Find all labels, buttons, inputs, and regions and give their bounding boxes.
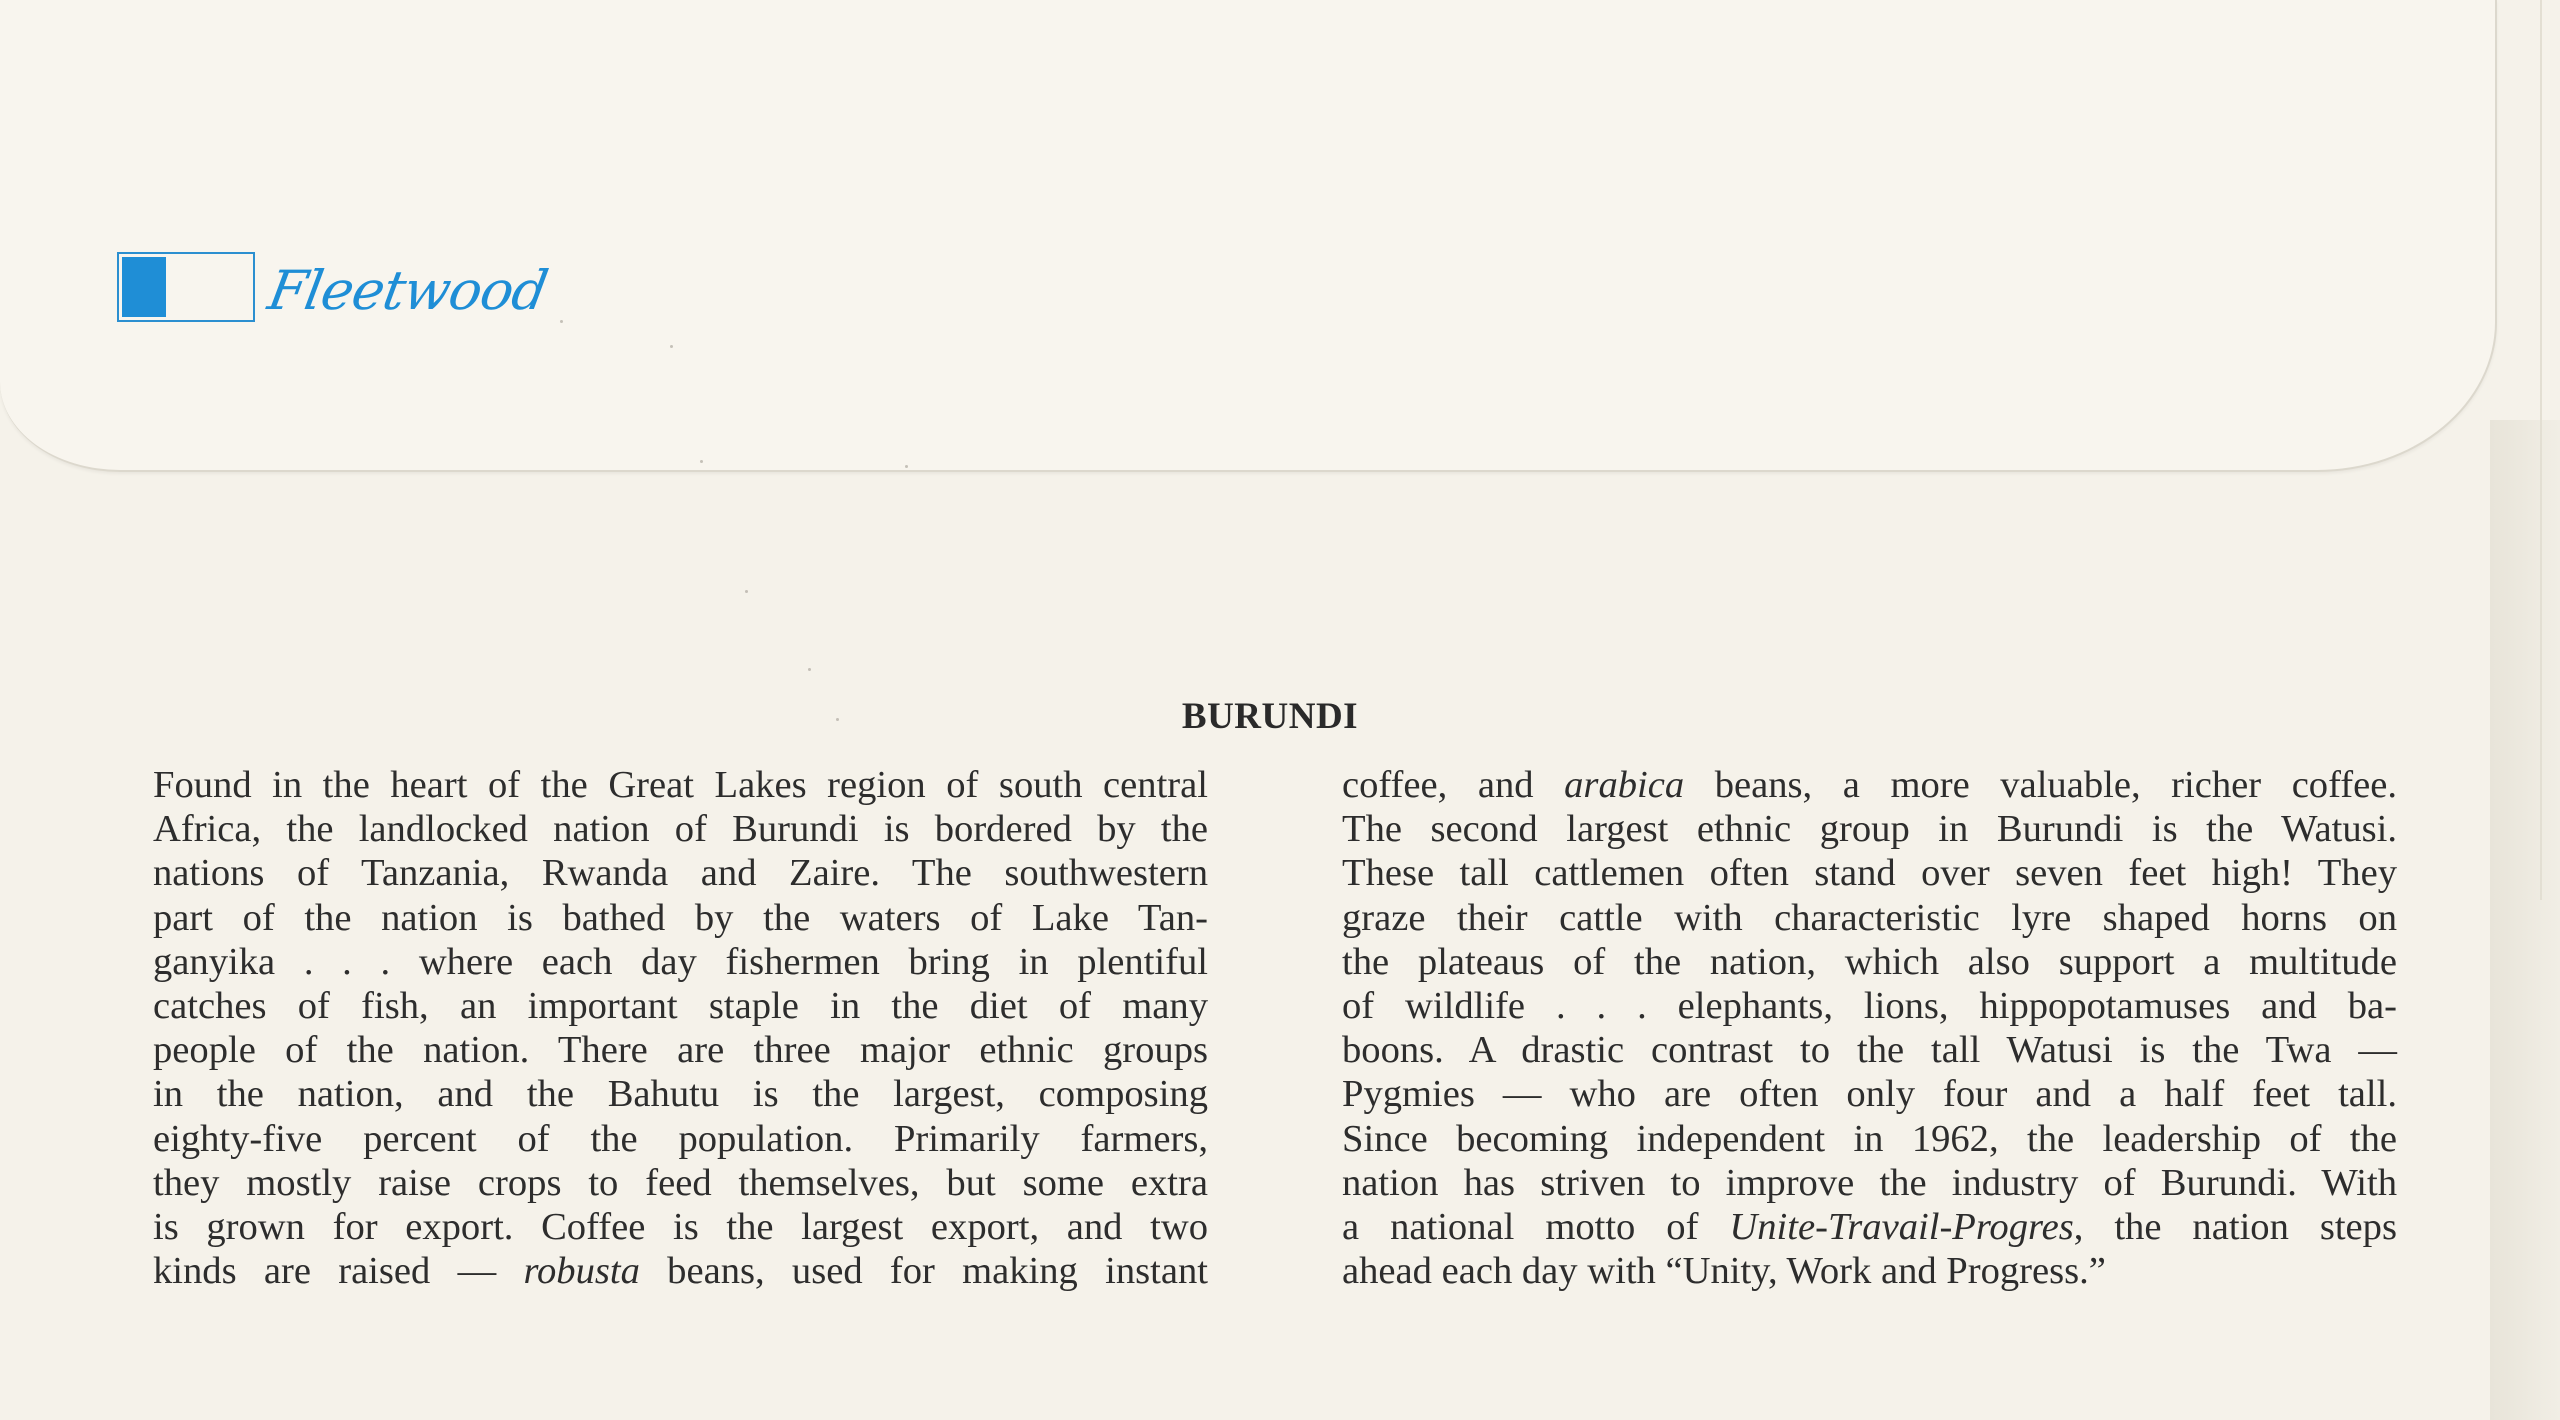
article-line: nation has striven to improve the industry of Burundi. With (1342, 1161, 2397, 1204)
article-line: people of the nation. There are three major ethnic groups (153, 1029, 1208, 1072)
article-line: coffee, and arabica beans, a more valuable, richer coffee. (1342, 764, 2397, 806)
paper-speck (700, 460, 703, 463)
paper-speck (670, 345, 673, 348)
logo-wordmark: Fleetwood (263, 259, 552, 322)
article-line: These tall cattlemen often stand over seven feet high! They (1342, 852, 2397, 895)
article-line: eighty-five percent of the population. Primarily farmers, (153, 1117, 1208, 1160)
article-line: graze their cattle with characteristic lyre shaped horns on (1342, 896, 2397, 939)
article-line: part of the nation is bathed by the waters of Lake Tan- (153, 896, 1208, 939)
article-line: they mostly raise crops to feed themselves, but some extra (153, 1161, 1208, 1204)
article-column-left (153, 763, 1208, 1293)
article-line: nations of Tanzania, Rwanda and Zaire. The southwestern (153, 852, 1208, 895)
paper-speck (560, 320, 563, 323)
article-line: Pygmies — who are often only four and a half feet tall. (1342, 1073, 2397, 1116)
article-line: Africa, the landlocked nation of Burundi is bordered by the (153, 808, 1208, 851)
article-line: a national motto of Unite-Travail-Progres, the nation steps (1342, 1206, 2397, 1249)
article-title (0, 695, 2560, 738)
logo-mark-icon (117, 252, 255, 322)
article-line: The second largest ethnic group in Burundi is the Watusi. (1342, 808, 2397, 851)
fleetwood-logo (117, 252, 552, 322)
article-column-right (1342, 763, 2397, 1293)
article-title-text: BURUNDI (1181, 696, 1359, 737)
article-line: ganyika . . . where each day fishermen bring in plentiful (153, 940, 1208, 983)
paper-speck (836, 718, 839, 721)
article-line: catches of fish, an important staple in the diet of many (153, 985, 1208, 1028)
article-line: is grown for export. Coffee is the largest export, and two (153, 1206, 1208, 1249)
article-line: Since becoming independent in 1962, the leadership of the (1342, 1117, 2397, 1160)
paper-speck (905, 465, 908, 468)
paper-speck (745, 590, 748, 593)
logo-mark-fill (122, 257, 166, 317)
paper-speck (808, 668, 811, 671)
envelope-flap (0, 0, 2497, 472)
envelope-side-shadow (2490, 420, 2560, 1420)
article-line: the plateaus of the nation, which also support a multitude (1342, 940, 2397, 983)
article-line: Found in the heart of the Great Lakes region of south central (153, 764, 1208, 806)
article-line: in the nation, and the Bahutu is the largest, composing (153, 1073, 1208, 1116)
article-line: boons. A drastic contrast to the tall Watusi is the Twa — (1342, 1029, 2397, 1072)
article-line: of wildlife . . . elephants, lions, hippopotamuses and ba- (1342, 985, 2397, 1028)
article-line: kinds are raised — robusta beans, used for making instant (153, 1250, 1208, 1293)
envelope-edge (2540, 0, 2542, 900)
article-line: ahead each day with “Unity, Work and Progress.” (1342, 1250, 2106, 1293)
